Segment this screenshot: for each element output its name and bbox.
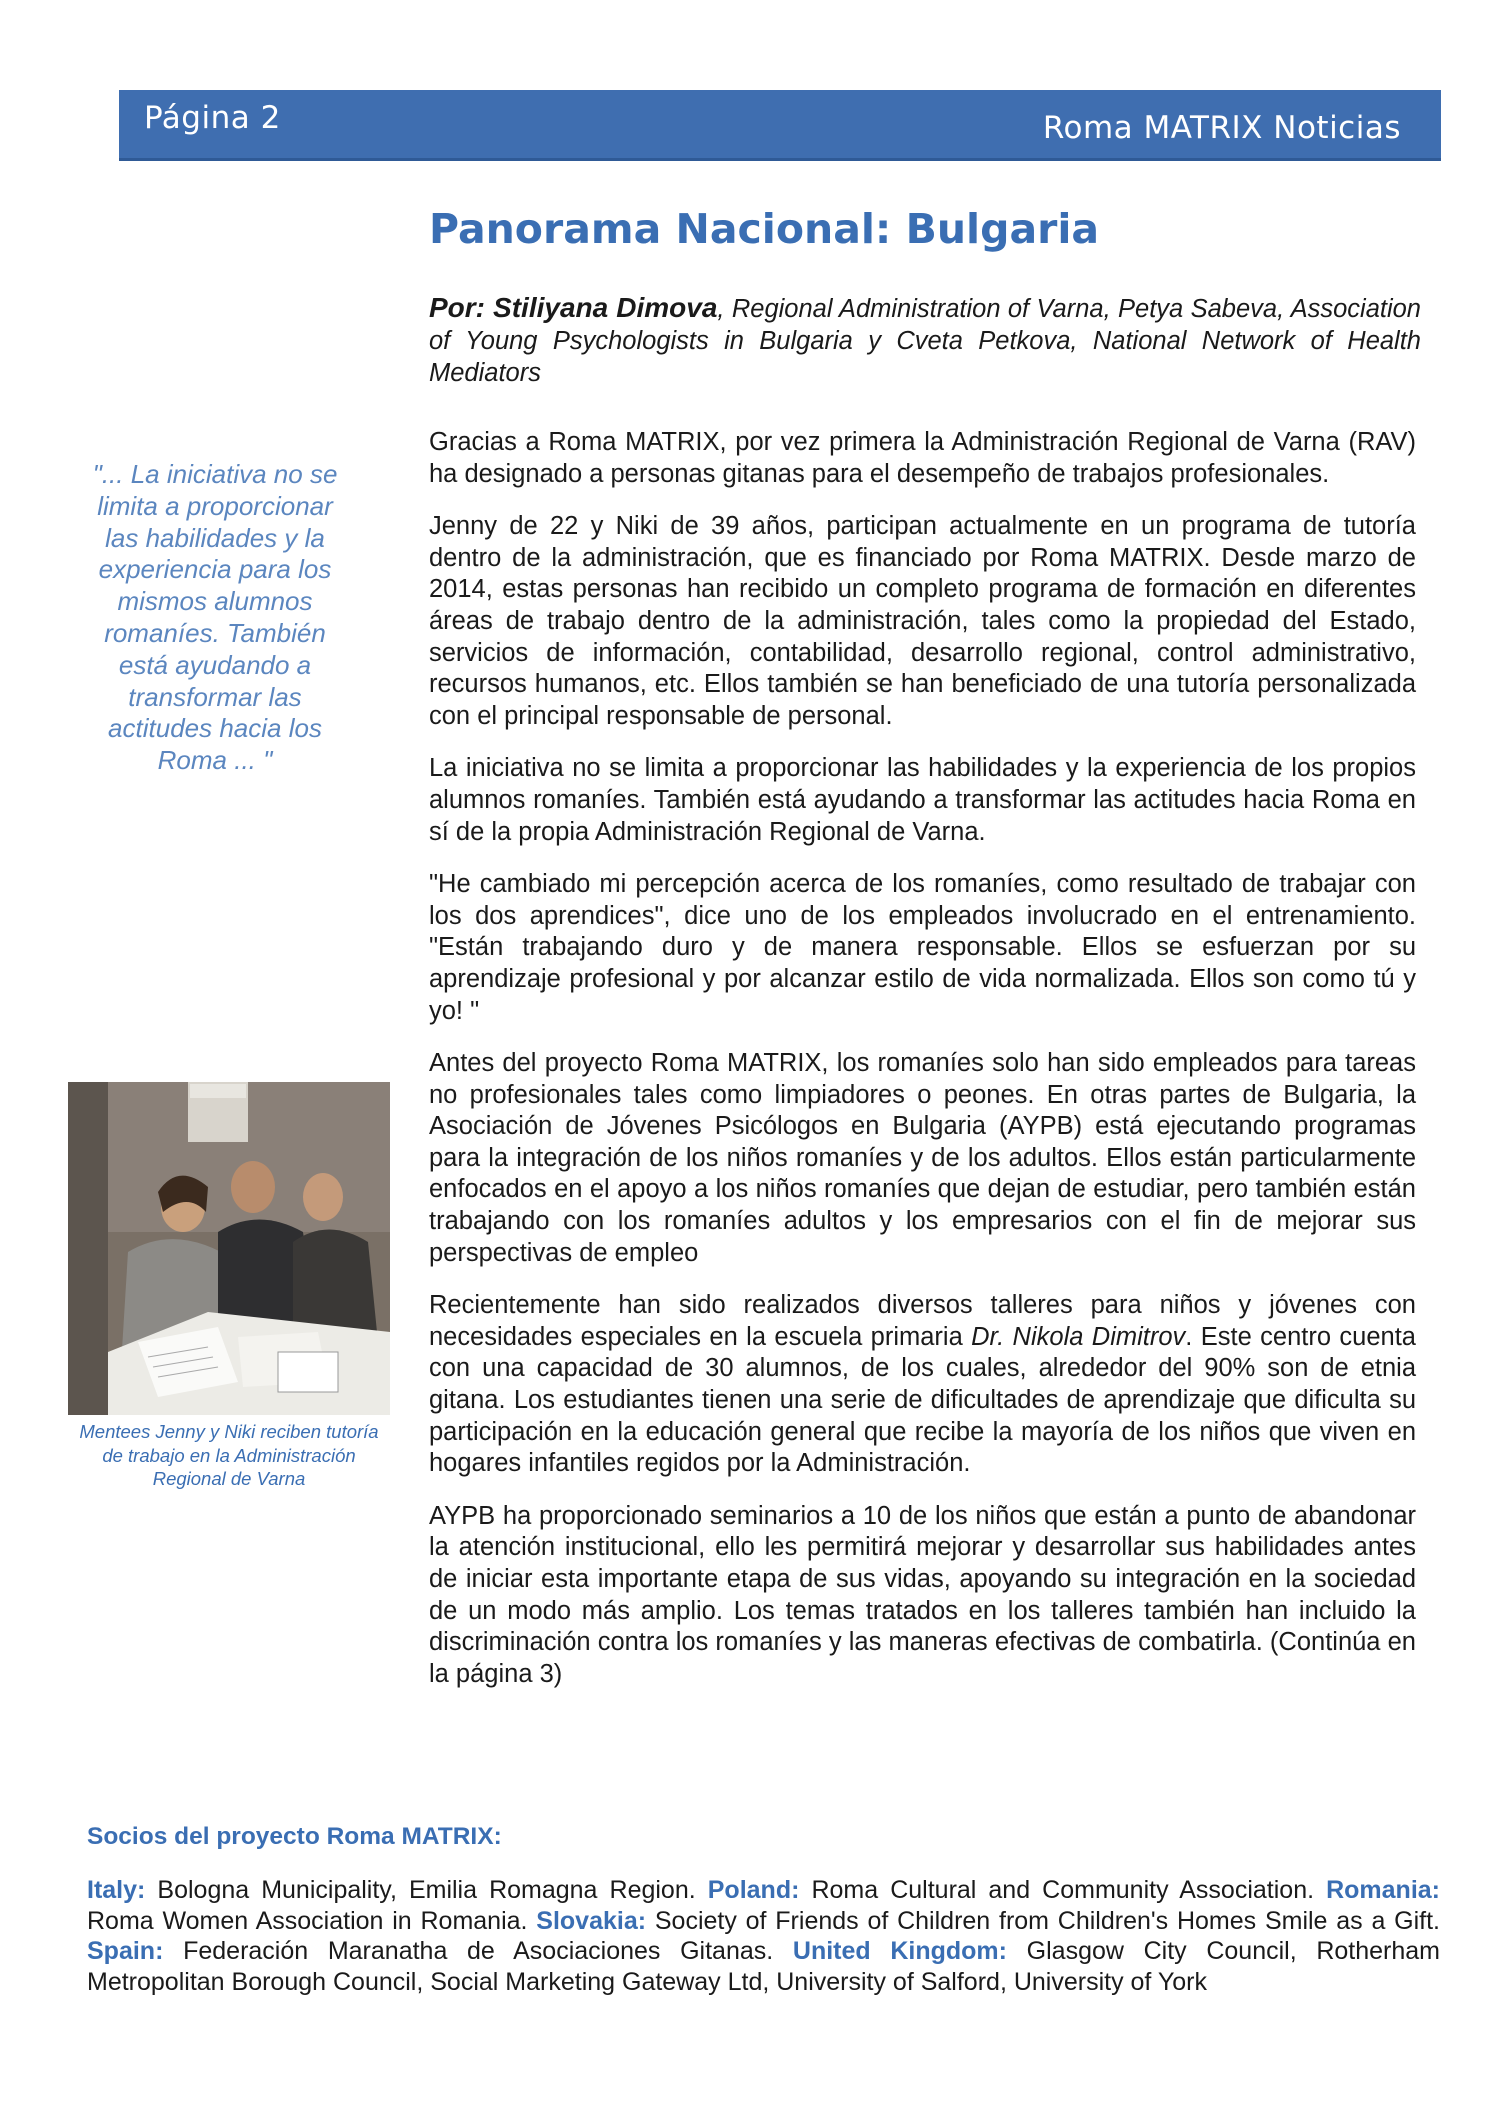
byline-author: Por: Stiliyana Dimova: [429, 292, 718, 323]
body-paragraph: AYPB ha proporcionado seminarios a 10 de los niños que están a punto de abandonar la atención institucional, ello les permitirá mejorar y desarrollar sus habilidades antes de iniciar esta importante etapa de sus vidas, apoyando su integración en la sociedad de un modo más amplio. Los temas tratados en los talleres también han incluido la discriminación contra los romaníes y las maneras efectivas de combatirla. (Continúa en la página 3): [429, 1501, 1416, 1688]
page-number-label: Página 2: [144, 100, 281, 136]
body-paragraph: "He cambiado mi percepción acerca de los romaníes, como resultado de trabajar con los dos aprendices", dice uno de los empleados involucrado en el entrenamiento. "Están trabajando duro y de manera responsable. Ellos se esfuerzan por su aprendizaje profesional y por alcanzar estilo de vida normalizada. Ellos son como tú y yo! ": [429, 870, 1416, 1025]
partner-country: Spain:: [87, 1937, 164, 1966]
pull-quote: "... La iniciativa no se limita a proporcionar las habilidades y la experiencia para los mismos alumnos romaníes. También está ayudando a transformar las actitudes hacia los Roma ... ": [92, 459, 338, 776]
partner-country: Romania:: [1326, 1876, 1440, 1904]
partners-heading: Socios del proyecto Roma MATRIX:: [87, 1823, 502, 1850]
article-photo: [68, 1082, 390, 1415]
byline-affiliations: , Regional Administration of Varna, Petya Sabeva, Association of Young Psychologists in Bulgaria y Cveta Petkova, National Network of Health Mediators: [429, 295, 1421, 387]
partner-orgs: Bologna Municipality, Emilia Romagna Region.: [145, 1876, 708, 1904]
body-paragraph: Antes del proyecto Roma MATRIX, los romaníes solo han sido empleados para tareas no profesionales tales como limpiadores o peones. En otras partes de Bulgaria, la Asociación de Jóvenes Psicólogos en Bulgaria (AYPB) está ejecutando programas para la integración de los niños romaníes y de los adultos. Ellos están particularmente enfocados en el apoyo a los niños romaníes que dejan de estudiar, pero también están trabajando con los romaníes adultos y los empresarios con el fin de mejorar sus perspectivas de empleo: [429, 1049, 1416, 1267]
article-byline: [429, 292, 1421, 389]
paragraph-text: . Este centro cuenta con una capacidad de 30 alumnos, de los cuales, alrededor del 90% son de etnia gitana. Los estudiantes tienen una serie de dificultades de aprendizaje que dificulta su participación en la educación general que recibe la mayoría de los niños que viven en hogares infantiles regidos por la Administración.: [429, 1322, 1416, 1478]
partner-orgs: Roma Cultural and Community Association.: [799, 1876, 1327, 1904]
partner-orgs: Roma Women Association in Romania.: [87, 1906, 537, 1935]
body-paragraph: La iniciativa no se limita a proporcionar las habilidades y la experiencia de los propios alumnos romaníes. También está ayudando a transformar las actitudes hacia Roma en sí de la propia Administración Regional de Varna.: [429, 754, 1416, 846]
photo-caption: Mentees Jenny y Niki reciben tutoría de trabajo en la Administración Regional de Varna: [79, 1421, 379, 1489]
body-paragraph: Gracias a Roma MATRIX, por vez primera la Administración Regional de Varna (RAV) ha designado a personas gitanas para el desempeño de trabajos profesionales.: [429, 428, 1416, 488]
partner-country: Slovakia:: [536, 1906, 647, 1935]
article-title: Panorama Nacional: Bulgaria: [429, 205, 1100, 253]
paragraph-text: Recientemente han sido realizados diversos talleres para niños y jóvenes con necesidades especiales en la escuela primaria: [429, 1291, 1416, 1351]
newsletter-title: Roma MATRIX Noticias: [1042, 110, 1401, 146]
partner-country: Poland:: [707, 1876, 800, 1904]
partner-orgs: Federación Maranatha de Asociaciones Gitanas.: [163, 1937, 793, 1966]
page-header-band: [119, 90, 1441, 161]
body-paragraph: [429, 1290, 1416, 1480]
partner-orgs: Society of Friends of Children from Children's Homes Smile as a Gift.: [646, 1906, 1441, 1935]
partner-country: United Kingdom:: [792, 1937, 1007, 1966]
partner-country: Italy:: [87, 1876, 146, 1904]
school-name: Dr. Nikola Dimitrov: [971, 1322, 1186, 1351]
partners-list: [87, 1875, 1440, 1997]
article-body: [429, 427, 1416, 1711]
body-paragraph: Jenny de 22 y Niki de 39 años, participan actualmente en un programa de tutoría dentro de la administración, que es financiado por Roma MATRIX. Desde marzo de 2014, estas personas han recibido un completo programa de formación en diferentes áreas de trabajo dentro de la administración, tales como la propiedad del Estado, servicios de información, contabilidad, desarrollo regional, control administrativo, recursos humanos, etc. Ellos también se han beneficiado de una tutoría personalizada con el principal responsable de personal.: [429, 512, 1416, 730]
partner-orgs: Glasgow City Council, Rotherham Metropolitan Borough Council, Social Marketing Gateway Ltd, University of Salford, University of York: [87, 1937, 1440, 1996]
